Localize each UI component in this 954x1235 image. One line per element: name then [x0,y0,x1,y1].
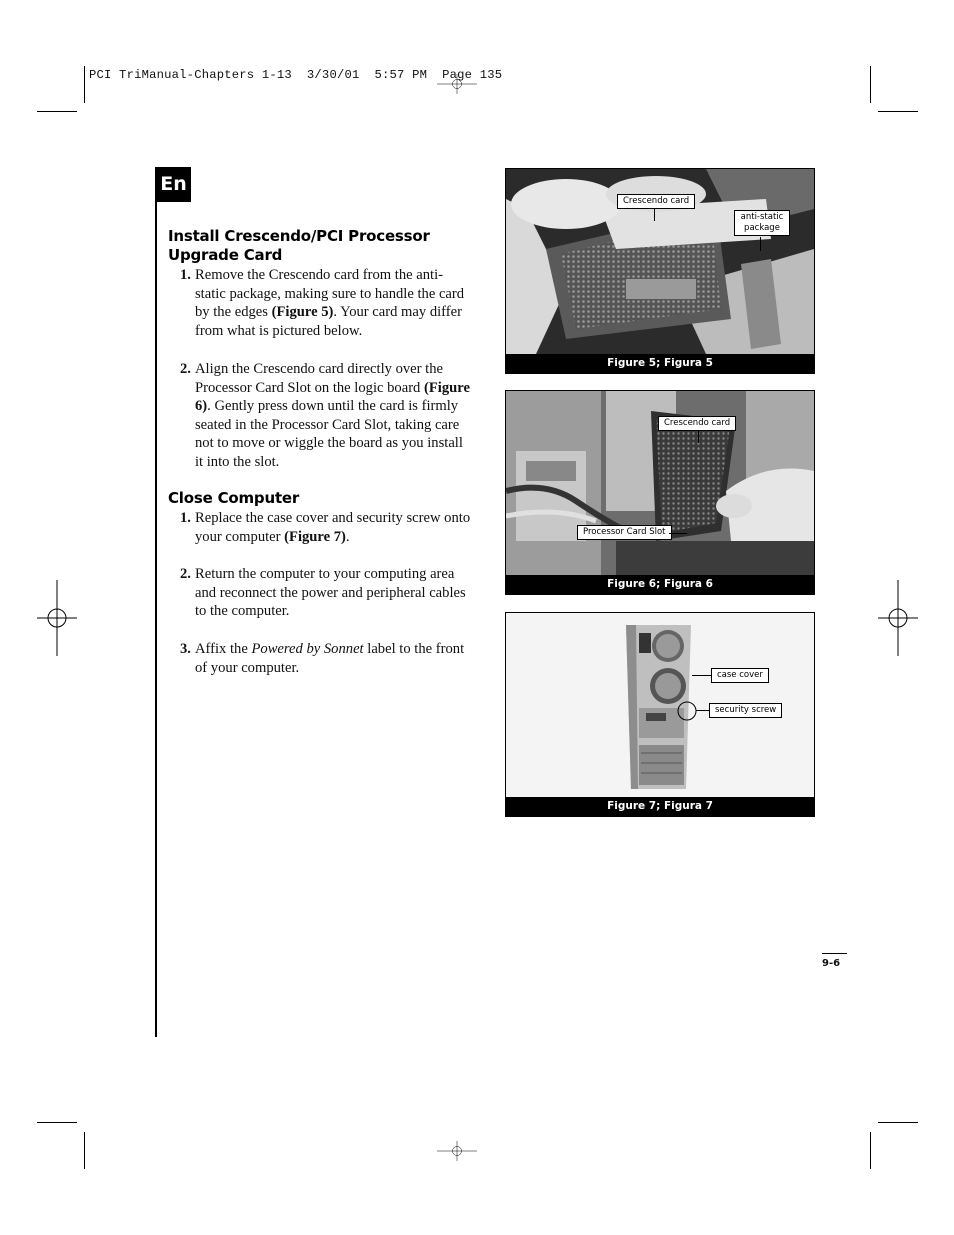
crop-mark [870,66,871,103]
crop-mark [878,1122,918,1123]
step-number: 2. [180,361,191,377]
install-heading-line1: Install Crescendo/PCI Processor [168,227,430,245]
install-step-2 [180,360,472,472]
crop-mark [870,1132,871,1169]
crop-mark [84,1132,85,1169]
callout-security-screw: security screw [709,703,782,718]
close-step-1 [180,509,472,546]
margin-rule [155,167,157,1037]
registration-mark-icon [437,64,477,104]
close-step-3 [180,640,472,677]
crop-mark [84,66,85,103]
figure-5-caption: Figure 5; Figura 5 [506,354,814,373]
install-step-1 [180,266,472,340]
callout-leader [669,533,687,534]
crop-mark [878,111,918,112]
print-slug: PCI TriManual-Chapters 1-13 3/30/01 5:57 PM Page 135 [89,68,503,82]
callout-anti-static-package: anti-static package [734,210,790,236]
crop-mark [37,1122,77,1123]
callout-leader [698,431,699,443]
step-number: 2. [180,566,191,582]
page-number: 9-6 [822,958,841,969]
step-number: 3. [180,641,191,657]
page-number-rule [822,953,847,954]
callout-leader [692,675,711,676]
figure-6 [505,390,815,595]
crop-mark [37,111,77,112]
figure-7 [505,612,815,817]
registration-mark-icon [37,580,77,656]
callout-leader [654,209,655,221]
callout-crescendo-card: Crescendo card [658,416,736,431]
callout-crescendo-card: Crescendo card [617,194,695,209]
step-number: 1. [180,510,191,526]
figure-5 [505,168,815,374]
install-heading-line2: Upgrade Card [168,246,283,264]
step-text: Align the Crescendo card directly over the Processor Card Slot on the logic board (Figure 6). Gently press down until the card is firmly seated in the Processor Card Slot, taking care not to move or wiggle the board as you install it into the slot. [195,361,470,470]
callout-case-cover: case cover [711,668,769,683]
figure-6-caption: Figure 6; Figura 6 [506,575,814,594]
callout-leader [696,710,709,711]
step-number: 1. [180,267,191,283]
close-step-2 [180,565,472,621]
step-text: Return the computer to your computing area and reconnect the power and peripheral cables to the computer. [195,566,466,620]
language-tab: En [156,167,191,202]
step-text: Affix the Powered by Sonnet label to the front of your computer. [195,641,465,676]
close-heading: Close Computer [168,489,300,507]
install-heading [168,227,430,265]
step-text: Replace the case cover and security screw onto your computer (Figure 7). [195,510,471,545]
registration-mark-icon [437,1131,477,1171]
step-text: Remove the Crescendo card from the anti-static package, making sure to handle the card by the edges (Figure 5). Your card may differ from what is pictured below. [195,267,465,339]
registration-mark-icon [878,580,918,656]
callout-processor-card-slot: Processor Card Slot [577,525,672,540]
callout-leader [760,237,761,251]
figure-7-caption: Figure 7; Figura 7 [506,797,814,816]
